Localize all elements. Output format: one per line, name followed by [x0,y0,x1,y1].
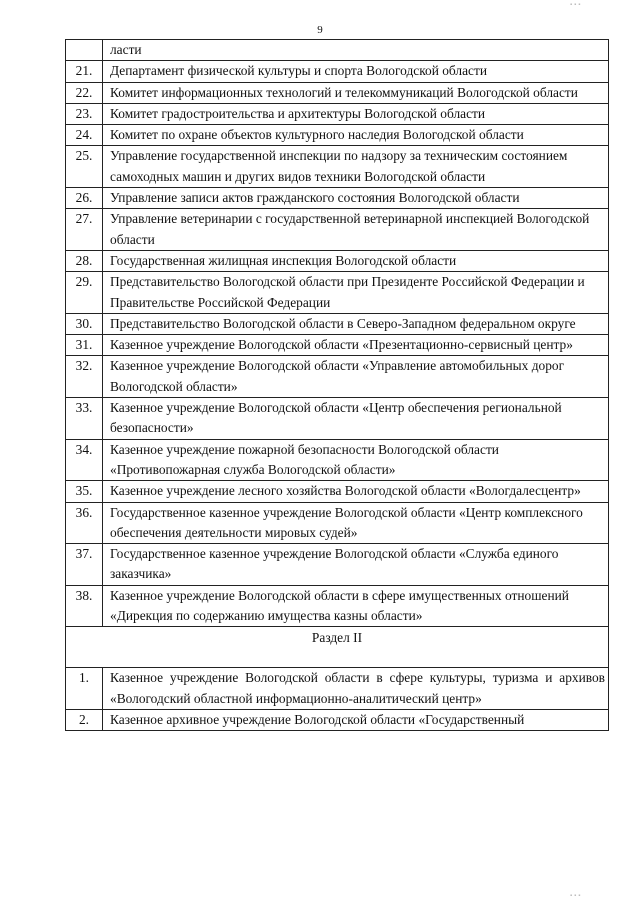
row-text: Государственное казенное учреждение Вологодской области «Центр комплексного обеспечения деятельности мировых судей» [103,502,609,544]
row-text: Комитет по охране объектов культурного наследия Вологодской области [103,125,609,146]
row-number: 34. [66,439,103,481]
row-text: Государственное казенное учреждение Вологодской области «Служба единого заказчика» [103,544,609,586]
table-row [66,439,609,481]
row-text: Государственная жилищная инспекция Вологодской области [103,250,609,271]
row-number: 33. [66,398,103,440]
table-row [66,125,609,146]
row-text: Представительство Вологодской области в Северо-Западном федеральном округе [103,313,609,334]
row-text: Казенное учреждение пожарной безопасности Вологодской области «Противопожарная служба Вологодской области» [103,439,609,481]
row-number: 37. [66,544,103,586]
table-row [66,398,609,440]
table-row [66,544,609,586]
row-text: Казенное учреждение Вологодской области в сфере имущественных отношений «Дирекция по содержанию имущества казны области» [103,585,609,627]
row-number: 28. [66,250,103,271]
table-row [66,82,609,103]
table-row [66,502,609,544]
table-row [66,709,609,730]
row-number: 38. [66,585,103,627]
table-row [66,272,609,314]
table-row [66,61,609,82]
row-number: 25. [66,146,103,188]
table-row [66,668,609,710]
row-number: 32. [66,356,103,398]
row-number: 24. [66,125,103,146]
scan-artifact-mark: ▪▪▪ [570,893,583,899]
row-text: Управление ветеринарии с государственной ветеринарной инспекцией Вологодской области [103,209,609,251]
section-title: Раздел II [66,627,609,668]
organizations-table [65,39,609,731]
row-number: 1. [66,668,103,710]
table-row [66,335,609,356]
row-text: Комитет градостроительства и архитектуры Вологодской области [103,103,609,124]
row-text: Казенное учреждение Вологодской области в сфере культуры, туризма и архивов «Вологодский областной информационно-аналитический центр» [103,668,609,710]
row-number: 23. [66,103,103,124]
row-text: Управление записи актов гражданского состояния Вологодской области [103,188,609,209]
row-text: Казенное учреждение Вологодской области «Управление автомобильных дорог Вологодской области» [103,356,609,398]
table-row [66,40,609,61]
table-row [66,585,609,627]
row-text: Управление государственной инспекции по надзору за техническим состоянием самоходных машин и других видов техники Вологодской области [103,146,609,188]
row-text: Казенное учреждение лесного хозяйства Вологодской области «Вологдалесцентр» [103,481,609,502]
scan-artifact-mark: ▪▪▪ [570,2,583,8]
row-number: 35. [66,481,103,502]
row-number: 29. [66,272,103,314]
row-number: 31. [66,335,103,356]
table-row [66,356,609,398]
row-number: 21. [66,61,103,82]
table-row [66,146,609,188]
row-number: 27. [66,209,103,251]
row-text: Казенное учреждение Вологодской области «Центр обеспечения региональной безопасности» [103,398,609,440]
section-header-row [66,627,609,668]
row-text: Департамент физической культуры и спорта Вологодской области [103,61,609,82]
row-text: ласти [103,40,609,61]
table-row [66,103,609,124]
table-row [66,188,609,209]
row-number: 30. [66,313,103,334]
page-number: 9 [317,24,323,36]
row-number [66,40,103,61]
table-row [66,481,609,502]
row-number: 2. [66,709,103,730]
table-row [66,209,609,251]
row-number: 36. [66,502,103,544]
row-text: Представительство Вологодской области при Президенте Российской Федерации и Правительстве Российской Федерации [103,272,609,314]
row-text: Казенное учреждение Вологодской области «Презентационно-сервисный центр» [103,335,609,356]
table-row [66,250,609,271]
row-text: Комитет информационных технологий и телекоммуникаций Вологодской области [103,82,609,103]
row-number: 26. [66,188,103,209]
row-number: 22. [66,82,103,103]
table-row [66,313,609,334]
row-text: Казенное архивное учреждение Вологодской области «Государственный [103,709,609,730]
